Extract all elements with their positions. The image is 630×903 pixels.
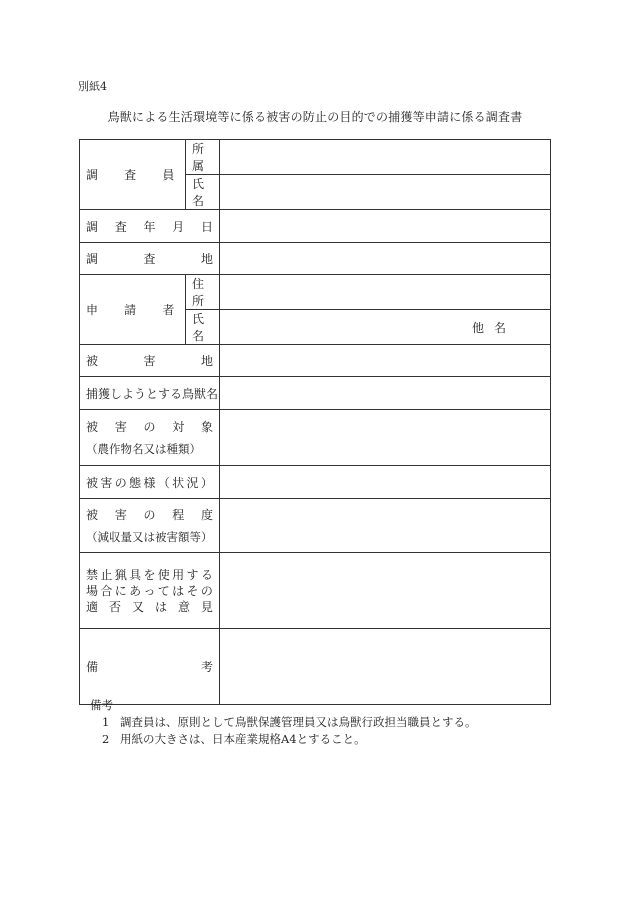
damage-mode-label-text: 被 害 の 態 様 （ 状 況 ） [86, 475, 213, 490]
applicant-others-label: 他 名 [472, 320, 507, 335]
note-number: 1 [102, 715, 110, 729]
species-label: 捕獲しようとする鳥獣名 [80, 377, 220, 410]
remarks-label-text: 備 考 [86, 660, 213, 674]
applicant-name-field[interactable] [220, 310, 551, 345]
damage-target-field[interactable] [220, 410, 551, 466]
page-label: 別紙4 [78, 80, 107, 93]
damage-place-field[interactable] [220, 345, 551, 377]
damage-degree-label-text: 被 害 の 程 度 [86, 508, 213, 522]
note-item [90, 731, 477, 748]
survey-place-label [80, 243, 220, 275]
prohibited-tools-field[interactable] [220, 553, 551, 629]
notes-section [90, 697, 477, 748]
survey-date-field[interactable] [220, 210, 551, 243]
damage-target-label-text: 被 害 の 対 象 [86, 420, 213, 434]
damage-place-label [80, 345, 220, 377]
survey-form-table [79, 139, 551, 705]
survey-place-field[interactable] [220, 243, 551, 275]
applicant-label-text: 申 請 者 [86, 303, 175, 317]
applicant-address-field[interactable] [220, 275, 551, 310]
damage-target-sublabel: （農作物名又は種類） [86, 442, 201, 456]
survey-date-label [80, 210, 220, 243]
note-item [90, 714, 477, 731]
prohibited-tools-line1: 禁 止 猟 具 を 使 用 す る [86, 567, 213, 582]
note-text: 用紙の大きさは、日本産業規格A4とすること。 [120, 732, 366, 746]
damage-degree-label [80, 499, 220, 553]
investigator-affiliation-label: 所属 [186, 140, 220, 175]
note-number: 2 [102, 732, 110, 746]
applicant-label [80, 275, 186, 345]
remarks-label [80, 629, 220, 705]
note-text: 調査員は、原則として鳥獣保護管理員又は鳥獣行政担当職員とする。 [120, 715, 477, 729]
prohibited-tools-line3: 適 否 又 は 意 見 [86, 599, 213, 614]
applicant-name-label: 氏名 [186, 310, 220, 345]
damage-mode-label [80, 466, 220, 499]
remarks-field[interactable] [220, 629, 551, 705]
investigator-label [80, 140, 186, 210]
species-field[interactable] [220, 377, 551, 410]
investigator-label-text: 調 査 員 [86, 168, 175, 182]
damage-target-label [80, 410, 220, 466]
investigator-name-label: 氏名 [186, 175, 220, 210]
investigator-affiliation-field[interactable] [220, 140, 551, 175]
survey-place-label-text: 調 査 地 [86, 252, 213, 266]
survey-date-label-text: 調 査 年 月 日 [86, 219, 213, 234]
notes-title: 備考 [90, 698, 113, 712]
applicant-address-label: 住所 [186, 275, 220, 310]
damage-degree-field[interactable] [220, 499, 551, 553]
prohibited-tools-label [80, 553, 220, 629]
damage-mode-field[interactable] [220, 466, 551, 499]
document-title: 鳥獣による生活環境等に係る被害の防止の目的での捕獲等申請に係る調査書 [107, 110, 523, 124]
investigator-name-field[interactable] [220, 175, 551, 210]
damage-place-label-text: 被 害 地 [86, 354, 213, 368]
damage-degree-sublabel: （減収量又は被害額等） [86, 530, 213, 544]
prohibited-tools-line2: 場 合 に あ っ て は そ の [86, 583, 213, 598]
applicant-others-container [226, 319, 544, 336]
